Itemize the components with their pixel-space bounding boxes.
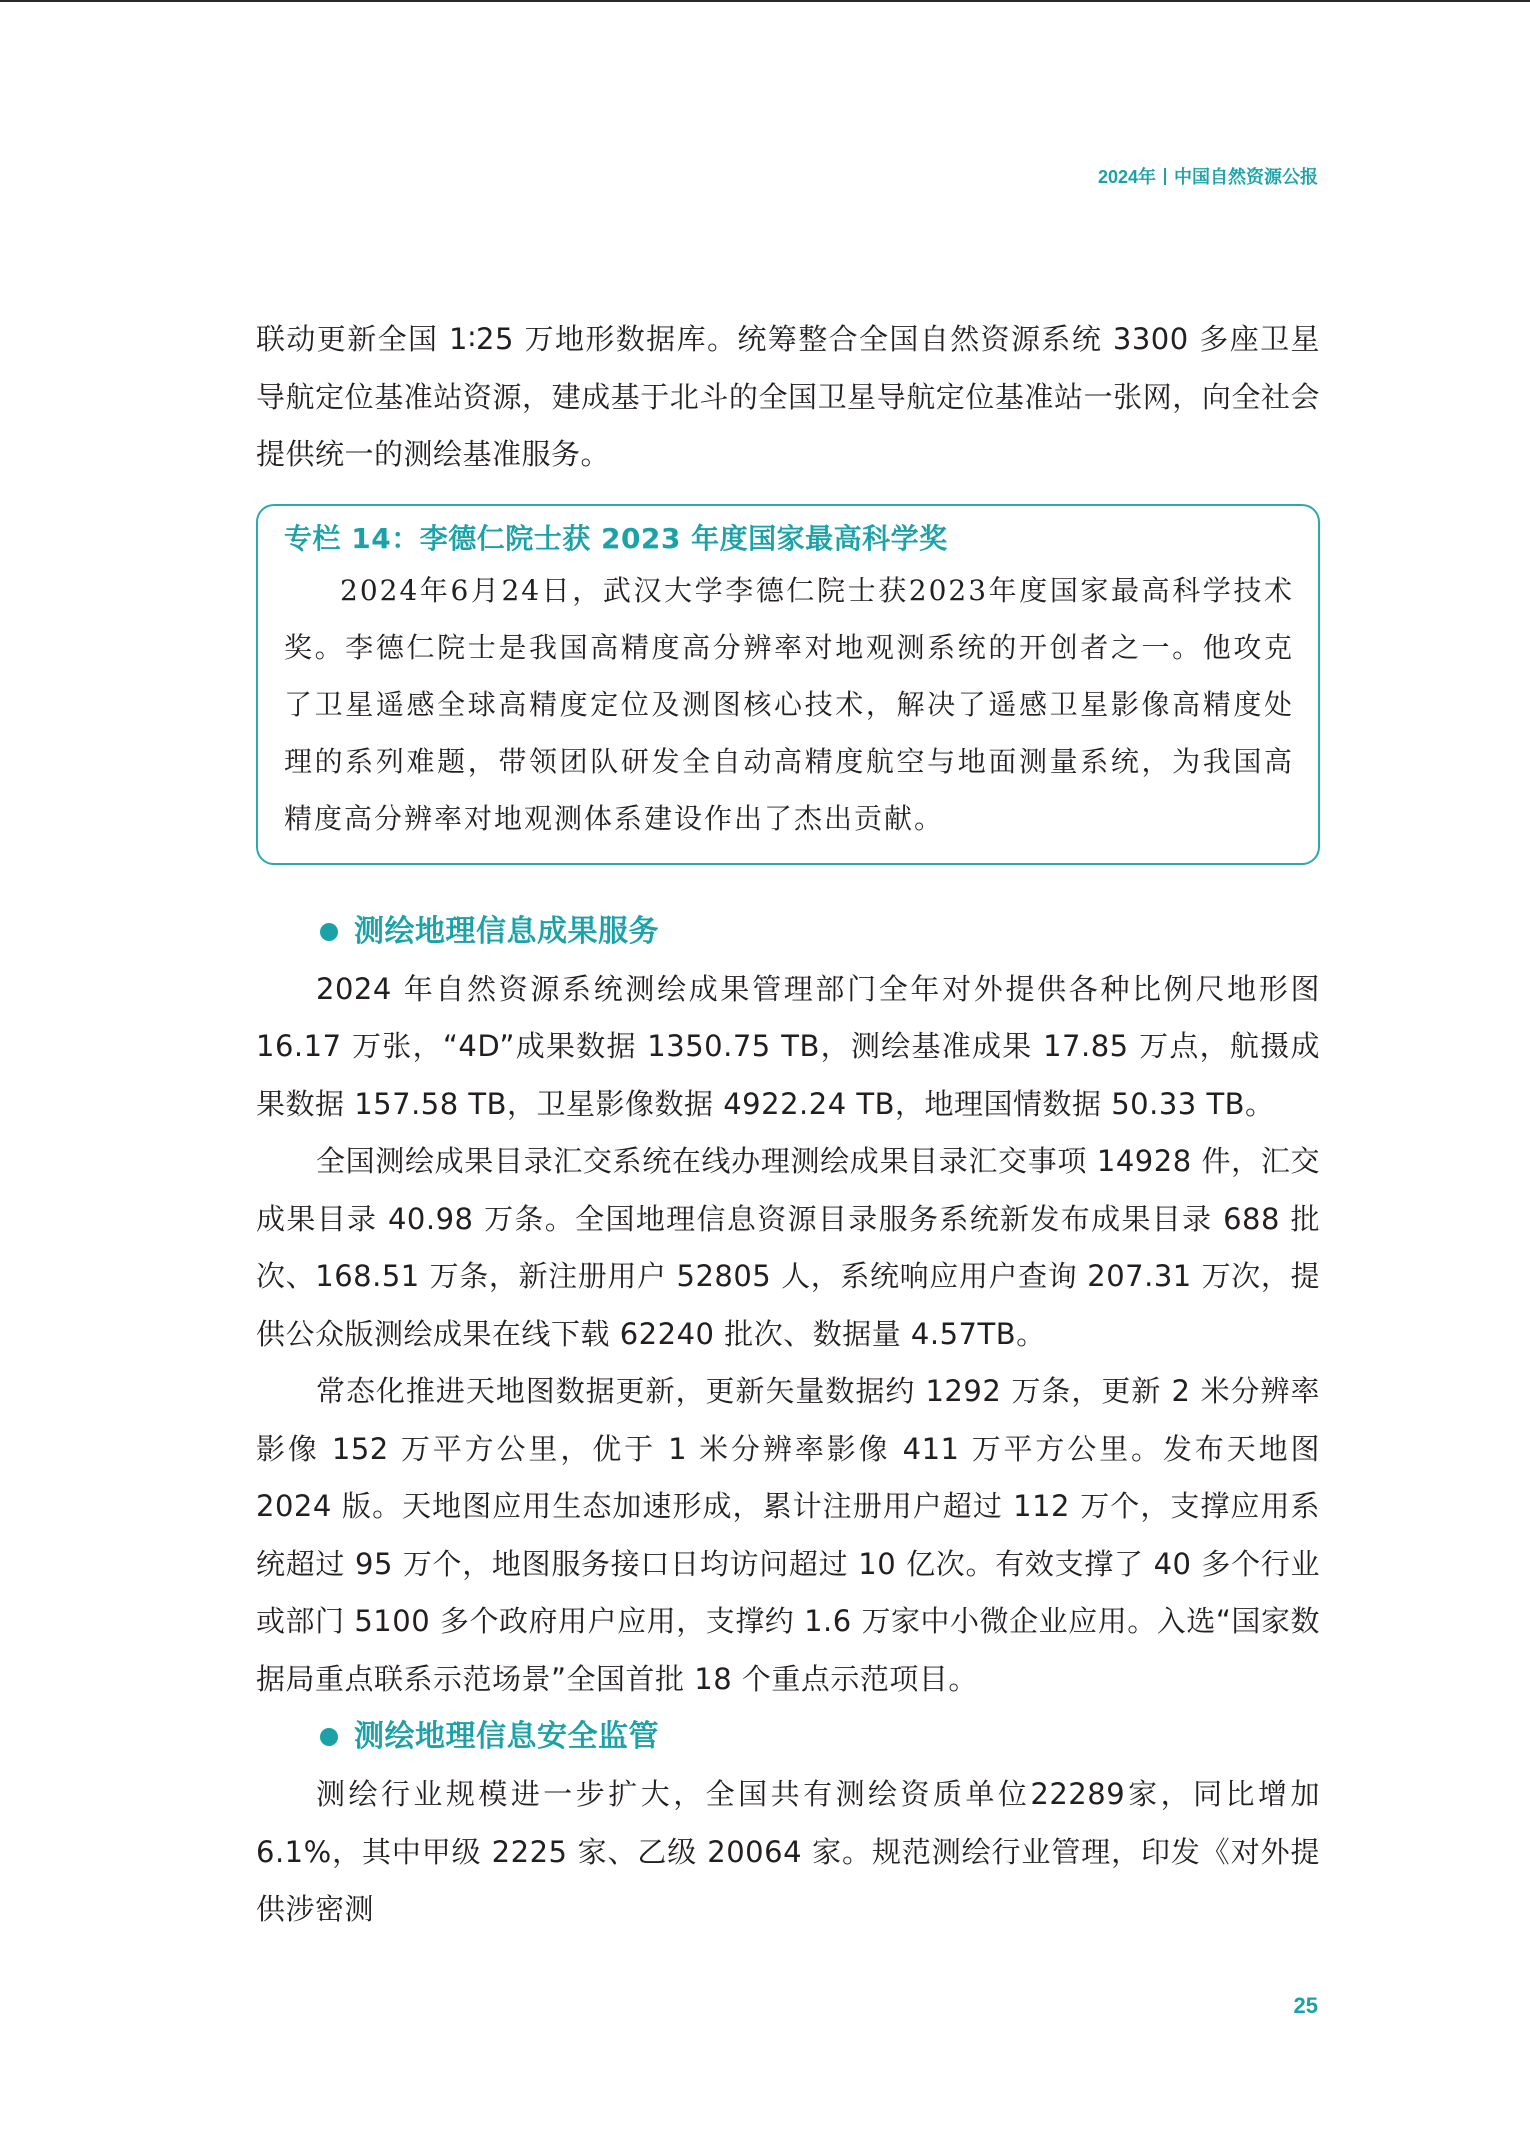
bullet-icon	[320, 923, 338, 941]
body-paragraph: 2024 年自然资源系统测绘成果管理部门全年对外提供各种比例尺地形图 16.17 万张，“4D”成果数据 1350.75 TB，测绘基准成果 17.85 万点，航摄成果数据 157.58 TB，卫星影像数据 4922.24 TB，地理国情数据 50.33 TB。	[256, 971, 1320, 1121]
bullet-icon	[320, 1728, 338, 1746]
header-publication: 中国自然资源公报	[1174, 167, 1318, 187]
feature-box	[256, 504, 1320, 865]
intro-paragraph: 联动更新全国 1∶25 万地形数据库。统筹整合全国自然资源系统 3300 多座卫星导航定位基准站资源，建成基于北斗的全国卫星导航定位基准站一张网，向全社会提供统一的测绘基准服务。	[256, 322, 1320, 471]
body-paragraph: 全国测绘成果目录汇交系统在线办理测绘成果目录汇交事项 14928 件，汇交成果目录 40.98 万条。全国地理信息资源目录服务系统新发布成果目录 688 批次、168.51 万条，新注册用户 52805 人，系统响应用户查询 207.31 万次，提供公众版测绘成果在线下载 62240 批次、数据量 4.57TB。	[256, 1144, 1320, 1351]
feature-box-title: 专栏 14：李德仁院士获 2023 年度国家最高科学奖	[284, 521, 948, 555]
section-heading-text: 测绘地理信息安全监管	[354, 1719, 659, 1754]
body-paragraph: 常态化推进天地图数据更新，更新矢量数据约 1292 万条，更新 2 米分辨率影像 152 万平方公里，优于 1 米分辨率影像 411 万平方公里。发布天地图 2024 版。天地图应用生态加速形成，累计注册用户超过 112 万个，支撑应用系统超过 95 万个，地图服务接口日均访问超过 10 亿次。有效支撑了 40 多个行业或部门 5100 多个政府用户应用，支撑约 1.6 万家中小微企业应用。入选“国家数据局重点联系示范场景”全国首批 18 个重点示范项目。	[256, 1374, 1320, 1696]
section-heading-security	[256, 1708, 1320, 1766]
header-year: 2024年	[1097, 167, 1156, 187]
body-paragraph: 测绘行业规模进一步扩大，全国共有测绘资质单位22289家，同比增加6.1%，其中甲级 2225 家、乙级 20064 家。规范测绘行业管理，印发《对外提供涉密测	[256, 1777, 1320, 1926]
page-number: 25	[1293, 1993, 1318, 2018]
header-separator	[1164, 168, 1166, 185]
running-header	[1098, 163, 1318, 189]
section-heading-results-service	[256, 903, 1320, 961]
page-content	[256, 311, 1320, 1939]
section-heading-text: 测绘地理信息成果服务	[354, 913, 659, 949]
feature-box-text: 2024年6月24日，武汉大学李德仁院士获2023年度国家最高科学技术奖。李德仁院士是我国高精度高分辨率对地观测系统的开创者之一。他攻克了卫星遥感全球高精度定位及测图核心技术，解决了遥感卫星影像高精度处理的系列难题，带领团队研发全自动高精度航空与地面测量系统，为我国高精度高分辨率对地观测体系建设作出了杰出贡献。	[284, 573, 1294, 835]
top-rule	[0, 0, 1530, 2]
